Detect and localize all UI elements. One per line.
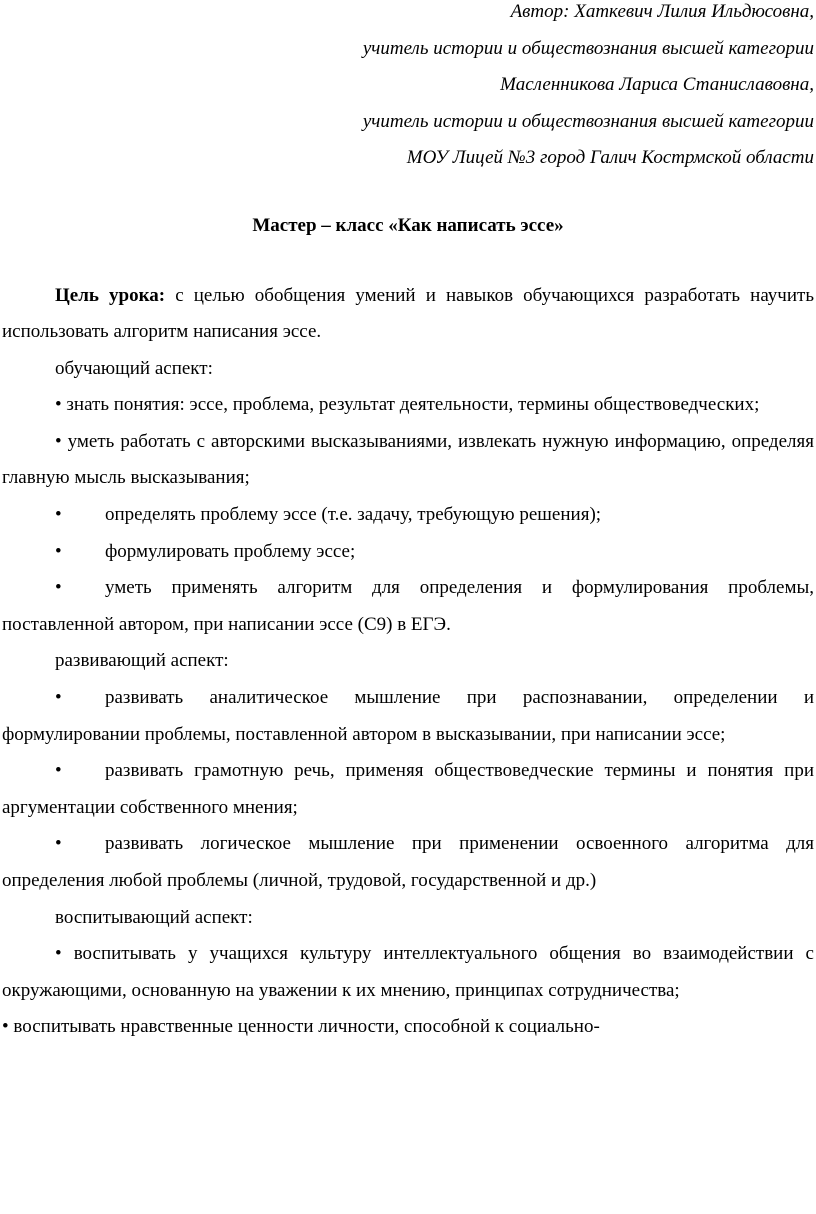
educating-bullet-2: • воспитывать нравственные ценности личности, способной к социально- bbox=[2, 1016, 600, 1038]
developing-bullet-3-text: развивать логическое мышление при применении освоенного алгоритма для определения любой проблемы (личной, трудовой, государственной и др.) bbox=[2, 833, 814, 891]
developing-aspect-heading: развивающий аспект: bbox=[55, 650, 229, 672]
developing-bullet-2-text: развивать грамотную речь, применяя обществоведческие термины и понятия при аргументации собственного мнения; bbox=[2, 760, 814, 818]
teaching-bullet-4-text: формулировать проблему эссе; bbox=[105, 540, 356, 562]
author-block bbox=[2, 0, 814, 177]
bullet-glyph: • bbox=[55, 540, 62, 562]
developing-bullet-3 bbox=[2, 826, 814, 899]
goal-paragraph bbox=[2, 278, 814, 351]
educating-aspect-heading: воспитывающий аспект: bbox=[55, 906, 253, 928]
developing-bullet-2 bbox=[2, 753, 814, 826]
author-line-1: Автор: Хаткевич Лилия Ильдюсовна, bbox=[510, 1, 814, 22]
teaching-bullet-3-text: определять проблему эссе (т.е. задачу, требующую решения); bbox=[105, 504, 602, 526]
teaching-bullet-5-text: уметь применять алгоритм для определения и формулирования проблемы, поставленной автором, при написании эссе (С9) в ЕГЭ. bbox=[2, 577, 814, 635]
document-body bbox=[2, 278, 814, 1046]
author-line-2: учитель истории и обществознания высшей категории bbox=[362, 37, 814, 59]
teaching-bullet-4 bbox=[2, 534, 814, 571]
author-line-4: учитель истории и обществознания высшей категории bbox=[362, 110, 814, 132]
author-line-3: Масленникова Лариса Станиславовна, bbox=[500, 74, 814, 95]
developing-bullet-1-text: развивать аналитическое мышление при распознавании, определении и формулировании проблемы, поставленной автором в высказывании, при написании эссе; bbox=[2, 687, 814, 745]
bullet-glyph: • bbox=[55, 504, 62, 526]
educating-bullet-1: • воспитывать у учащихся культуру интеллектуального общения во взаимодействии с окружающими, основанную на уважении к их мнению, принципах сотрудничества; bbox=[2, 943, 814, 1001]
teaching-bullet-2: • уметь работать с авторскими высказываниями, извлекать нужную информацию, определяя главную мысль высказывания; bbox=[2, 430, 814, 489]
bullet-glyph: • bbox=[55, 577, 62, 599]
page-title: Мастер – класс «Как написать эссе» bbox=[252, 214, 564, 236]
teaching-bullet-5 bbox=[2, 570, 814, 643]
bullet-glyph: • bbox=[55, 687, 62, 709]
teaching-bullet-3 bbox=[2, 497, 814, 534]
bullet-glyph: • bbox=[55, 760, 62, 782]
teaching-bullet-1: • знать понятия: эссе, проблема, результат деятельности, термины обществоведческих; bbox=[55, 394, 760, 416]
teaching-aspect-heading: обучающий аспект: bbox=[55, 357, 213, 379]
bullet-glyph: • bbox=[55, 833, 62, 855]
goal-text: с целью обобщения умений и навыков обучающихся разработать научить использовать алгоритм написания эссе. bbox=[2, 284, 814, 343]
author-line-5: МОУ Лицей №3 город Галич Кострмской области bbox=[406, 147, 814, 168]
goal-label: Цель урока: bbox=[55, 284, 166, 306]
developing-bullet-1 bbox=[2, 680, 814, 753]
